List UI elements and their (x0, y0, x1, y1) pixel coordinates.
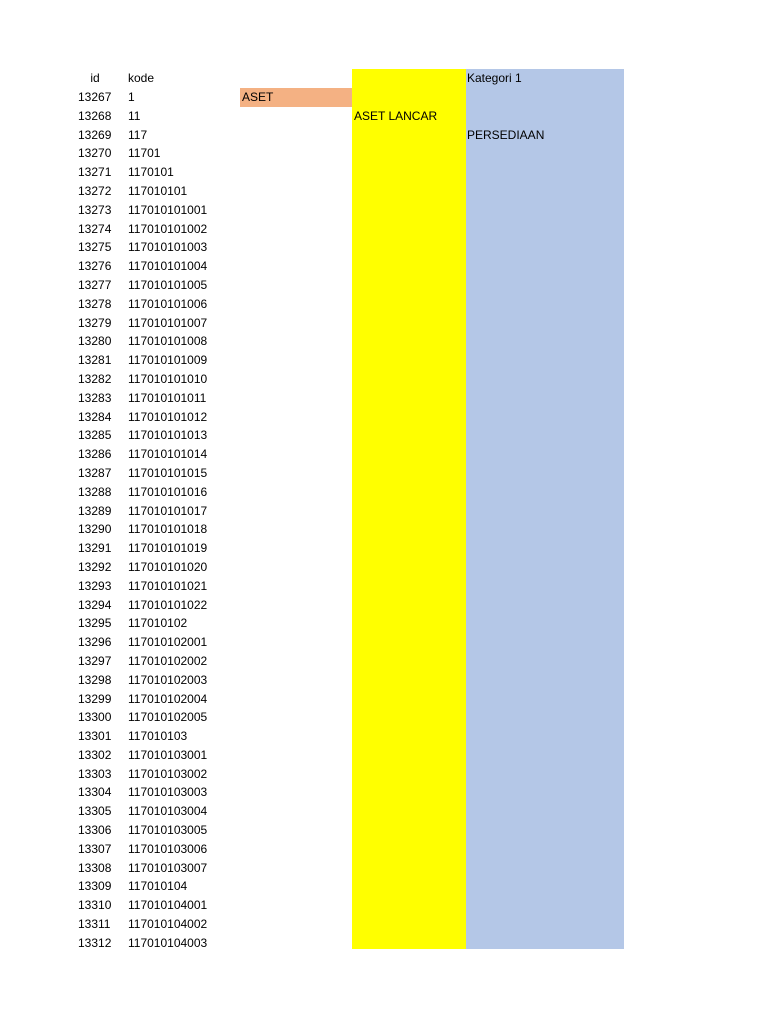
cell-id: 13300 (78, 710, 112, 725)
cell-id: 13301 (78, 729, 112, 744)
cell-kode: 117010101008 (128, 334, 208, 349)
cell-kode: 117010102001 (128, 635, 208, 650)
cell-kode: 11 (128, 108, 141, 123)
cell-kode: 117010101004 (128, 259, 208, 274)
cell-kode: 117010103006 (128, 841, 208, 856)
table-row (0, 389, 240, 408)
header-kategori-1: Kategori 1 (467, 71, 522, 85)
table-row (0, 690, 240, 709)
level-aset-lancar-label: ASET LANCAR (354, 109, 438, 123)
table-row (0, 558, 240, 577)
table-row (0, 671, 240, 690)
cell-id: 13308 (78, 860, 112, 875)
cell-id: 13273 (78, 202, 112, 217)
cell-kode: 117010102004 (128, 691, 208, 706)
table-row (0, 520, 240, 539)
table-row (0, 539, 240, 558)
cell-kode: 117010101015 (128, 465, 208, 480)
cell-id: 13306 (78, 823, 112, 838)
cell-kode: 11701 (128, 146, 161, 161)
data-rows (0, 88, 240, 953)
table-row (0, 577, 240, 596)
cell-kode: 117010104 (128, 879, 188, 894)
cell-kode: 117010101 (128, 183, 188, 198)
cell-id: 13310 (78, 898, 112, 913)
table-row (0, 126, 240, 145)
level-aset-label: ASET (242, 90, 274, 104)
cell-id: 13283 (78, 390, 112, 405)
table-row (0, 727, 240, 746)
cell-kode: 117010101011 (128, 390, 207, 405)
cell-id: 13288 (78, 484, 112, 499)
cell-kode: 117010101001 (128, 202, 208, 217)
cell-kode: 117010103001 (128, 747, 208, 762)
cell-kode: 117010101005 (128, 277, 208, 292)
cell-kode: 117010101006 (128, 296, 208, 311)
cell-id: 13295 (78, 616, 112, 631)
cell-id: 13298 (78, 672, 112, 687)
cell-kode: 117010103002 (128, 766, 208, 781)
cell-id: 13272 (78, 183, 112, 198)
cell-kode: 117010101016 (128, 484, 208, 499)
table-row (0, 295, 240, 314)
table-row (0, 502, 240, 521)
cell-id: 13274 (78, 221, 112, 236)
cell-id: 13297 (78, 653, 112, 668)
cell-kode: 117010101007 (128, 315, 208, 330)
cell-id: 13285 (78, 428, 112, 443)
table-row (0, 934, 240, 953)
cell-id: 13286 (78, 447, 112, 462)
cell-kode: 117010101012 (128, 409, 208, 424)
cell-kode: 117010101013 (128, 428, 208, 443)
cell-kode: 117010103007 (128, 860, 208, 875)
table-row (0, 238, 240, 257)
cell-kode: 1 (128, 90, 135, 104)
cell-id: 13277 (78, 277, 112, 292)
cell-id: 13271 (78, 165, 112, 180)
cell-id: 13303 (78, 766, 112, 781)
level-persediaan-label: PERSEDIAAN (467, 128, 545, 142)
cell-kode: 117010101010 (128, 371, 208, 386)
cell-id: 13311 (78, 917, 111, 932)
table-row (0, 596, 240, 615)
cell-kode: 117010102005 (128, 710, 208, 725)
table-row (0, 408, 240, 427)
cell-id: 13268 (78, 108, 112, 123)
cell-id: 13309 (78, 879, 112, 894)
table-row (0, 840, 240, 859)
cell-kode: 117010103003 (128, 785, 208, 800)
cell-kode: 117010103005 (128, 823, 208, 838)
cell-id: 13269 (78, 127, 112, 142)
table-row (0, 445, 240, 464)
table-row (0, 896, 240, 915)
cell-kode: 117 (128, 127, 148, 142)
table-row (0, 144, 240, 163)
table-row (0, 370, 240, 389)
table-row (0, 614, 240, 633)
table-row (0, 182, 240, 201)
table-row (0, 464, 240, 483)
cell-id: 13267 (78, 90, 112, 104)
cell-id: 13296 (78, 635, 112, 650)
cell-id: 13293 (78, 578, 112, 593)
cell-id: 13304 (78, 785, 112, 800)
table-row (0, 915, 240, 934)
cell-id: 13280 (78, 334, 112, 349)
cell-kode: 1170101 (128, 165, 174, 180)
header-id: id (90, 71, 100, 85)
table-row (0, 163, 240, 182)
cell-kode: 117010101003 (128, 240, 208, 255)
cell-kode: 117010101018 (128, 522, 208, 537)
cell-id: 13275 (78, 240, 112, 255)
table-row (0, 859, 240, 878)
table-row (0, 821, 240, 840)
cell-id: 13294 (78, 597, 112, 612)
table-row (0, 802, 240, 821)
cell-id: 13278 (78, 296, 112, 311)
yellow-column-fill (352, 69, 466, 949)
table-row (0, 708, 240, 727)
cell-id: 13284 (78, 409, 112, 424)
table-row (0, 765, 240, 784)
cell-kode: 117010101014 (128, 447, 208, 462)
table-row (0, 746, 240, 765)
cell-kode: 117010101017 (128, 503, 208, 518)
cell-kode: 117010101002 (128, 221, 208, 236)
header-kode: kode (128, 71, 155, 85)
cell-kode: 117010104001 (128, 898, 208, 913)
cell-kode: 117010101019 (128, 541, 208, 556)
table-row (0, 877, 240, 896)
cell-kode: 117010102002 (128, 653, 208, 668)
cell-kode: 117010101022 (128, 597, 208, 612)
table-row (0, 107, 240, 126)
table-row (0, 633, 240, 652)
cell-id: 13289 (78, 503, 112, 518)
cell-id: 13312 (78, 935, 112, 950)
table-row (0, 332, 240, 351)
table-row (0, 88, 240, 107)
cell-id: 13276 (78, 259, 112, 274)
cell-id: 13287 (78, 465, 112, 480)
cell-id: 13282 (78, 371, 112, 386)
cell-kode: 117010101021 (128, 578, 208, 593)
cell-kode: 117010103 (128, 729, 188, 744)
cell-id: 13305 (78, 804, 112, 819)
cell-id: 13290 (78, 522, 112, 537)
table-row (0, 652, 240, 671)
cell-kode: 117010102003 (128, 672, 208, 687)
cell-id: 13281 (78, 353, 112, 368)
table-row (0, 483, 240, 502)
cell-id: 13270 (78, 146, 112, 161)
table-row (0, 314, 240, 333)
cell-kode: 117010101009 (128, 353, 208, 368)
cell-id: 13291 (78, 541, 112, 556)
table-row (0, 351, 240, 370)
cell-kode: 117010104003 (128, 935, 208, 950)
cell-kode: 117010102 (128, 616, 188, 631)
table-row (0, 220, 240, 239)
table-row (0, 783, 240, 802)
cell-kode: 117010103004 (128, 804, 208, 819)
cell-id: 13302 (78, 747, 112, 762)
table-row (0, 276, 240, 295)
cell-kode: 117010101020 (128, 559, 208, 574)
cell-id: 13292 (78, 559, 112, 574)
blue-column-fill (466, 69, 624, 949)
table-row (0, 201, 240, 220)
cell-kode: 117010104002 (128, 917, 208, 932)
cell-id: 13279 (78, 315, 112, 330)
cell-id: 13299 (78, 691, 112, 706)
cell-id: 13307 (78, 841, 112, 856)
table-row (0, 426, 240, 445)
table-row (0, 257, 240, 276)
